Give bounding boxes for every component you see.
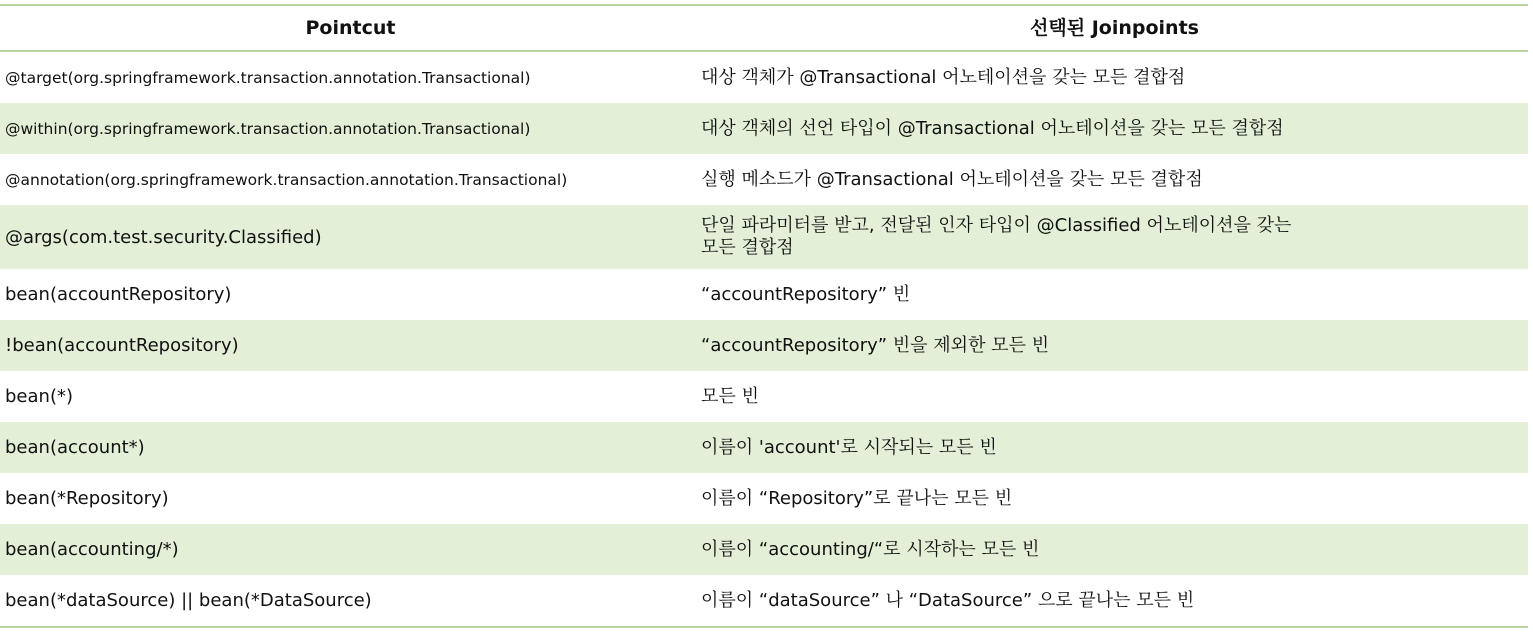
table-row xyxy=(0,320,1528,371)
table-row xyxy=(0,205,1528,269)
table-header xyxy=(0,6,1528,52)
pointcut-cell: bean(*) xyxy=(5,386,73,407)
table-row xyxy=(0,371,1528,422)
pointcut-cell: bean(*Repository) xyxy=(5,488,169,509)
header-joinpoints: 선택된 Joinpoints xyxy=(1030,17,1199,39)
pointcut-cell: @args(com.test.security.Classified) xyxy=(5,226,322,248)
table-row xyxy=(0,524,1528,575)
joinpoints-cell: “accountRepository” 빈을 제외한 모든 빈 xyxy=(701,334,1050,356)
header-pointcut: Pointcut xyxy=(305,17,396,39)
joinpoints-cell: “accountRepository” 빈 xyxy=(701,283,911,305)
joinpoints-line: 모든 결합점 xyxy=(701,237,794,258)
pointcut-cell: @annotation(org.springframework.transaction.annotation.Transactional) xyxy=(5,170,568,189)
table-row xyxy=(0,473,1528,524)
joinpoints-cell: 이름이 “accounting/“로 시작하는 모든 빈 xyxy=(701,538,1040,560)
table-row xyxy=(0,575,1528,626)
table-row xyxy=(0,269,1528,320)
joinpoints-cell: 이름이 “dataSource” 나 “DataSource” 으로 끝나는 모든 빈 xyxy=(701,589,1195,611)
pointcut-cell: bean(accounting/*) xyxy=(5,539,179,560)
joinpoints-cell: 모든 빈 xyxy=(701,385,759,407)
pointcut-cell: @within(org.springframework.transaction.annotation.Transactional) xyxy=(5,119,531,138)
table-body xyxy=(0,52,1528,626)
table-row xyxy=(0,103,1528,154)
joinpoints-line: 단일 파라미터를 받고, 전달된 인자 타입이 @Classified 어노테이션을 갖는 xyxy=(701,215,1292,236)
table-row xyxy=(0,154,1528,205)
pointcut-cell: bean(account*) xyxy=(5,437,145,458)
joinpoints-cell: 실행 메소드가 @Transactional 어노테이션을 갖는 모든 결합점 xyxy=(701,168,1203,190)
joinpoints-cell: 대상 객체의 선언 타입이 @Transactional 어노테이션을 갖는 모든 결합점 xyxy=(701,117,1284,139)
pointcut-cell: bean(accountRepository) xyxy=(5,284,232,305)
joinpoints-cell xyxy=(701,215,1528,259)
joinpoints-cell: 이름이 “Repository”로 끝나는 모든 빈 xyxy=(701,487,1013,509)
table-row xyxy=(0,422,1528,473)
pointcut-cell: bean(*dataSource) || bean(*DataSource) xyxy=(5,590,372,611)
pointcut-table xyxy=(0,4,1528,628)
pointcut-cell: @target(org.springframework.transaction.annotation.Transactional) xyxy=(5,68,531,87)
joinpoints-cell: 대상 객체가 @Transactional 어노테이션을 갖는 모든 결합점 xyxy=(701,66,1186,88)
table-row xyxy=(0,52,1528,103)
pointcut-cell: !bean(accountRepository) xyxy=(5,335,239,356)
joinpoints-cell: 이름이 'account'로 시작되는 모든 빈 xyxy=(701,436,997,458)
